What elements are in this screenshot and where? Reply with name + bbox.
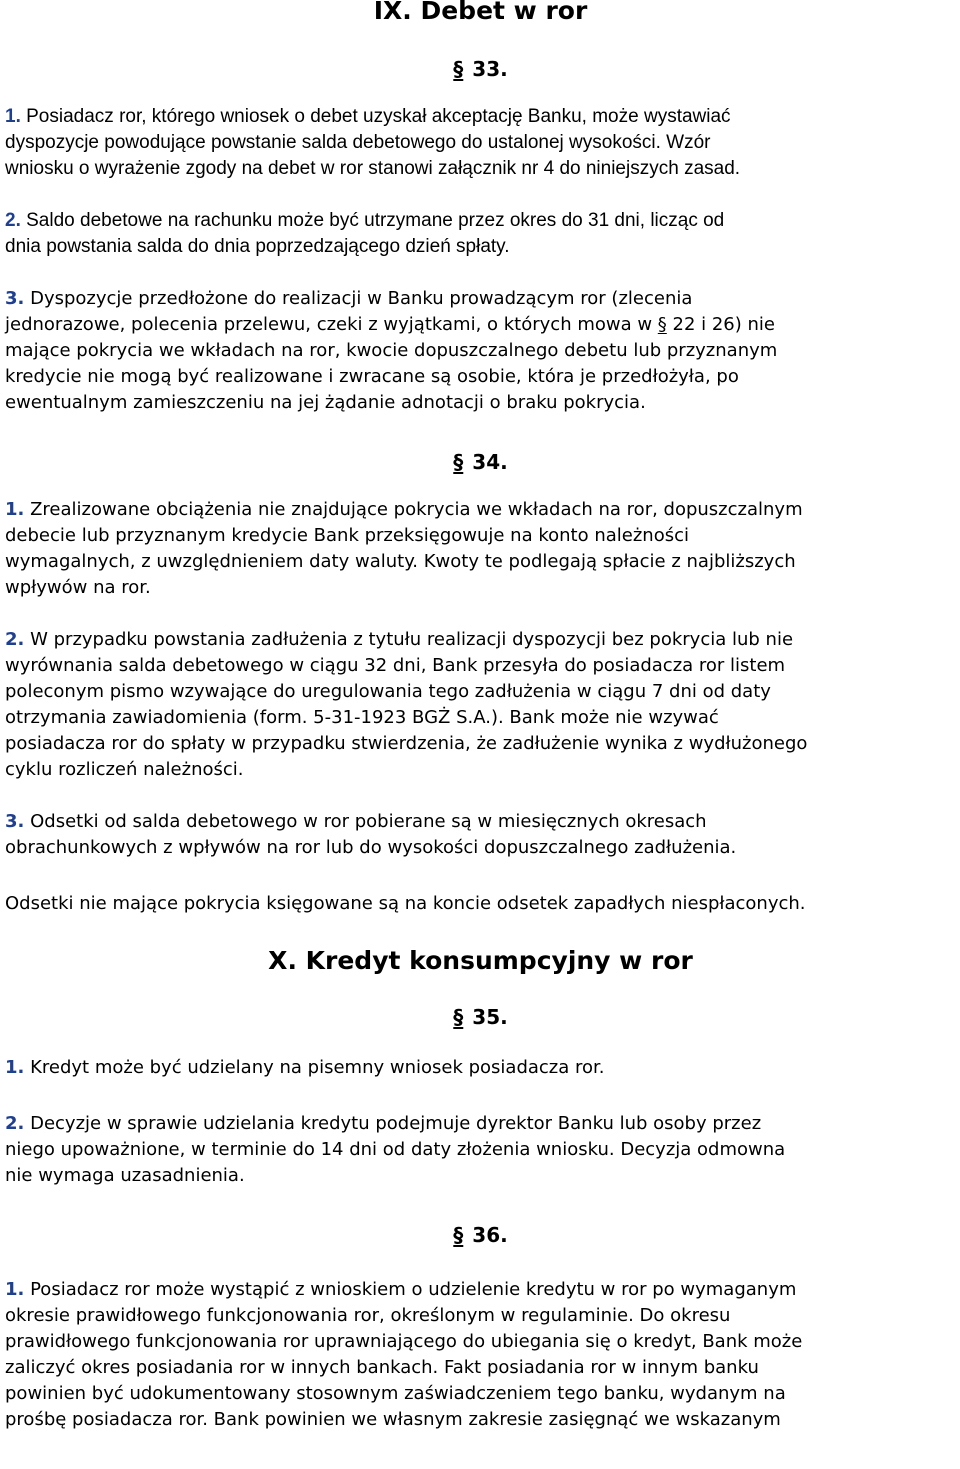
text-line: 1. Posiadacz ror, którego wniosek o debet uzyskał akceptację Banku, może wystawiać [5,106,731,127]
section-number: 33. [472,57,508,81]
text-line: cyklu rozliczeń należności. [5,759,244,780]
paragraph-number: 1. [5,1057,25,1078]
text-line: okresie prawidłowego funkcjonowania ror, określonym w regulaminie. Do okresu [5,1305,731,1326]
paragraph-number: 2. [5,210,21,231]
paragraph-sign: § [453,450,464,474]
section-36-paragraph-1 [5,1277,956,1433]
text-line: 2. Saldo debetowe na rachunku może być utrzymane przez okres do 31 dni, licząc od [5,210,725,231]
section-33-paragraph-1 [5,104,956,182]
text-line: mające pokrycia we wkładach na ror, kwocie dopuszczalnego debetu lub przyznanym [5,340,778,361]
text-line: poleconym pismo wzywające do uregulowania tego zadłużenia w ciągu 7 dni od daty [5,681,771,702]
section-34-paragraph-4 [5,891,956,917]
section-34-paragraph-2 [5,627,956,783]
text-line: debecie lub przyznanym kredycie Bank przeksięgowuje na konto należności [5,525,689,546]
text-line: nie wymaga uzasadnienia. [5,1165,245,1186]
text-line: 3. Odsetki od salda debetowego w ror pobierane są w miesięcznych okresach [5,811,707,832]
paragraph-sign: § [453,57,464,81]
section-33-paragraph-3 [5,286,956,416]
section-36-heading [5,1223,956,1247]
text-line: wniosku o wyrażenie zgody na debet w ror stanowi załącznik nr 4 do niniejszych zasad. [5,158,741,179]
paragraph-sign: § [453,1005,464,1029]
section-35-paragraph-1 [5,1055,956,1081]
text-line: obrachunkowych z wpływów na ror lub do wysokości dopuszczalnego zadłużenia. [5,837,737,858]
paragraph-number: 1. [5,499,25,520]
section-34-heading [5,450,956,474]
paragraph-sign: § [657,314,667,335]
section-number: 35. [472,1005,508,1029]
text-line: wpływów na ror. [5,577,151,598]
text-line: wymagalnych, z uwzględnieniem daty waluty. Kwoty te podlegają spłacie z najbliższych [5,551,796,572]
text-line: Odsetki nie mające pokrycia księgowane są na koncie odsetek zapadłych niespłaconych. [5,893,806,914]
chapter-x-heading: X. Kredyt konsumpcyjny w ror [268,946,693,975]
section-number: 34. [472,450,508,474]
paragraph-number: 2. [5,1113,25,1134]
text-line: jednorazowe, polecenia przelewu, czeki z wyjątkami, o których mowa w § 22 i 26) nie [5,314,775,335]
section-34-paragraph-1 [5,497,956,601]
text-line: otrzymania zawiadomienia (form. 5-31-1923 BGŻ S.A.). Bank może nie wzywać [5,707,719,728]
text-line: dnia powstania salda do dnia poprzedzającego dzień spłaty. [5,236,510,257]
section-33-paragraph-2 [5,208,956,260]
text-line: kredycie nie mogą być realizowane i zwracane są osobie, która je przedłożyła, po [5,366,739,387]
section-number: 36. [472,1223,508,1247]
section-35-heading [5,1005,956,1029]
paragraph-number: 2. [5,629,25,650]
text-line: posiadacza ror do spłaty w przypadku stwierdzenia, że zadłużenie wynika z wydłużonego [5,733,808,754]
paragraph-sign: § [453,1223,464,1247]
section-35-paragraph-2 [5,1111,956,1189]
text-line: 1. Zrealizowane obciążenia nie znajdujące pokrycia we wkładach na ror, dopuszczalnym [5,499,803,520]
chapter-ix-heading: IX. Debet w ror [373,0,588,25]
text-line: wyrównania salda debetowego w ciągu 32 dni, Bank przesyła do posiadacza ror listem [5,655,786,676]
paragraph-number: 3. [5,288,25,309]
text-line: zaliczyć okres posiadania ror w innych bankach. Fakt posiadania ror w innym banku [5,1357,759,1378]
paragraph-number: 1. [5,106,21,127]
text-line: powinien być udokumentowany stosownym zaświadczeniem tego banku, wydanym na [5,1383,786,1404]
text-line: prawidłowego funkcjonowania ror uprawniającego do ubiegania się o kredyt, Bank może [5,1331,803,1352]
text-line: 1. Posiadacz ror może wystąpić z wnioskiem o udzielenie kredytu w ror po wymaganym [5,1279,797,1300]
text-line: niego upoważnione, w terminie do 14 dni od daty złożenia wniosku. Decyzja odmowna [5,1139,786,1160]
text-line: dyspozycje powodujące powstanie salda debetowego do ustalonej wysokości. Wzór [5,132,711,153]
paragraph-number: 3. [5,811,25,832]
text-line: 3. Dyspozycje przedłożone do realizacji w Banku prowadzącym ror (zlecenia [5,288,693,309]
text-line: 2. Decyzje w sprawie udzielania kredytu podejmuje dyrektor Banku lub osoby przez [5,1113,762,1134]
text-line: 2. W przypadku powstania zadłużenia z tytułu realizacji dyspozycji bez pokrycia lub nie [5,629,794,650]
paragraph-number: 1. [5,1279,25,1300]
text-line: 1. Kredyt może być udzielany na pisemny wniosek posiadacza ror. [5,1057,605,1078]
text-line: prośbę posiadacza ror. Bank powinien we własnym zakresie zasięgnąć we wskazanym [5,1409,781,1430]
text-line: ewentualnym zamieszczeniu na jej żądanie adnotacji o braku pokrycia. [5,392,646,413]
section-34-paragraph-3 [5,809,956,861]
section-33-heading [5,57,956,81]
